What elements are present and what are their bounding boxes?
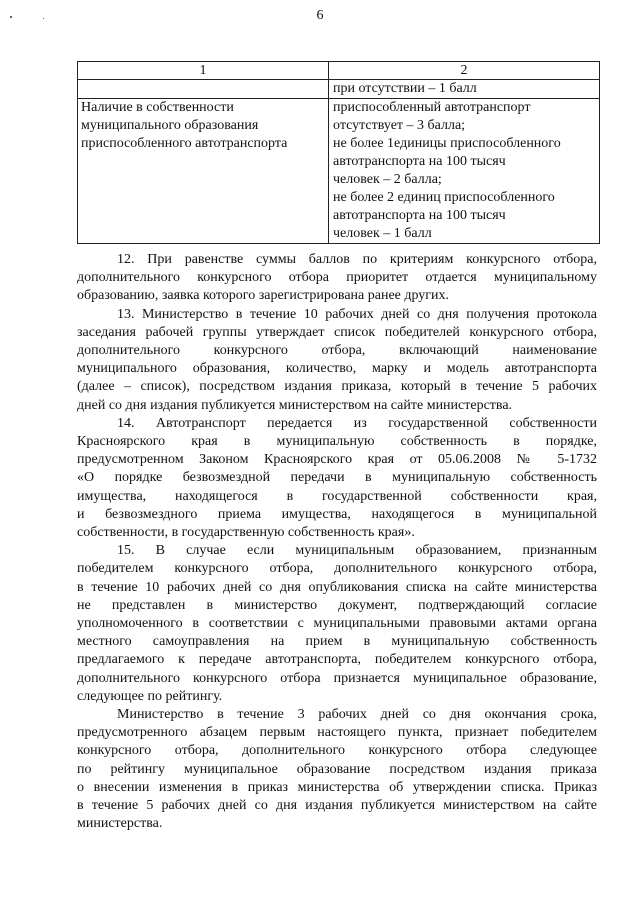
text-line: предусмотренного абзацем первым настоящего пункта, признает победителем <box>77 725 597 741</box>
cell-line: приспособленный автотранспорт <box>333 100 531 115</box>
text-line: не представлен в министерство документ, подтверждающий согласие <box>77 597 597 613</box>
cell-line: муниципального образования <box>81 118 259 133</box>
text-line: собственности, в государственную собственность края». <box>77 525 415 541</box>
cell-line: при отсутствии – 1 балл <box>333 81 477 96</box>
text-line: 13. Министерство в течение 10 рабочих дней со дня получения протокола <box>117 306 597 322</box>
cell-line: приспособленного автотранспорта <box>81 136 288 151</box>
text-line: и безвозмездного приема имущества, находящегося в муниципальной <box>77 506 597 522</box>
text-line: (далее – список), посредством издания приказа, который в течение 5 рабочих <box>77 379 597 395</box>
table-cell-criterion <box>78 99 329 244</box>
scan-speck <box>10 16 12 18</box>
text-line: предлагаемого к передаче автотранспорта, победителем конкурсного отбора, <box>77 652 597 668</box>
cell-line: не более 2 единиц приспособленного <box>333 190 555 205</box>
paragraph-15 <box>77 542 597 706</box>
table-cell-score <box>329 99 600 244</box>
cell-line: не более 1единицы приспособленного <box>333 136 561 151</box>
text-line: следующее по рейтингу. <box>77 688 223 704</box>
scan-speck <box>43 18 44 19</box>
table-header-row <box>78 62 600 80</box>
text-line: победителем конкурсного отбора, дополнительного конкурсного отбора, <box>77 561 597 577</box>
text-line: муниципального образования, количество, марку и модель автотранспорта <box>77 361 597 377</box>
text-line: министерства. <box>77 816 163 832</box>
text-line: в течение 5 рабочих дней со дня издания публикуется министерством на сайте <box>77 798 597 814</box>
text-line: «О порядке безвозмездной передачи в муниципальную собственность <box>77 470 597 486</box>
text-line: образованию, заявка которого зарегистрирована ранее других. <box>77 288 450 304</box>
text-line: Министерство в течение 3 рабочих дней со дня окончания срока, <box>117 707 597 723</box>
cell-line: автотранспорта на 100 тысяч <box>333 208 506 223</box>
page-number: 6 <box>316 8 324 23</box>
table-cell-criterion <box>78 80 329 99</box>
text-line: местного самоуправления на прием в муниципальную собственность <box>77 634 597 650</box>
text-line: дней со дня издания публикуется министерством на сайте министерства. <box>77 397 513 413</box>
text-line: заседания рабочей группы утверждает список победителей конкурсного отбора, <box>77 324 597 340</box>
text-line: о внесении изменения в приказ министерства об утверждении списка. Приказ <box>77 779 597 795</box>
cell-line: отсутствует – 3 балла; <box>333 118 466 133</box>
table-cell-score <box>329 80 600 99</box>
paragraph-14 <box>77 415 597 542</box>
cell-line: человек – 1 балл <box>333 226 432 241</box>
text-line: дополнительного конкурсного отбора приоритет отдается муниципальному <box>77 270 597 286</box>
paragraph-15-second <box>77 706 597 833</box>
text-line: Красноярского края в муниципальную собственность в порядке, <box>77 434 597 450</box>
text-line: имущества, находящегося в государственной собственности края, <box>77 488 597 504</box>
document-body <box>77 251 597 834</box>
table-row <box>78 80 600 99</box>
text-line: дополнительного конкурсного отбора, включающий наименование <box>77 343 597 359</box>
text-line: в течение 10 рабочих дней со дня опубликования списка на сайте министерства <box>77 579 597 595</box>
paragraph-12 <box>77 251 597 306</box>
text-line: конкурсного отбора, дополнительного конкурсного отбора следующее <box>77 743 597 759</box>
table-header-cell: 1 <box>78 62 329 80</box>
table-header-cell: 2 <box>329 62 600 80</box>
text-line: 14. Автотранспорт передается из государственной собственности <box>117 415 597 431</box>
text-line: по рейтингу муниципальное образование посредством издания приказа <box>77 761 597 777</box>
text-line: 15. В случае если муниципальным образованием, признанным <box>117 543 597 559</box>
text-line: дополнительного конкурсного отбора признается муниципальное образование, <box>77 670 597 686</box>
cell-line: Наличие в собственности <box>81 100 234 115</box>
table-row <box>78 99 600 244</box>
text-line: уполномоченного в соответствии с муниципальными правовыми актами органа <box>77 616 597 632</box>
text-line: предусмотренном Законом Красноярского края от 05.06.2008 № 5-1732 <box>77 452 597 468</box>
cell-line: человек – 2 балла; <box>333 172 442 187</box>
paragraph-13 <box>77 306 597 415</box>
criteria-table <box>77 61 600 244</box>
cell-line: автотранспорта на 100 тысяч <box>333 154 506 169</box>
text-line: 12. При равенстве суммы баллов по критериям конкурсного отбора, <box>117 252 597 267</box>
